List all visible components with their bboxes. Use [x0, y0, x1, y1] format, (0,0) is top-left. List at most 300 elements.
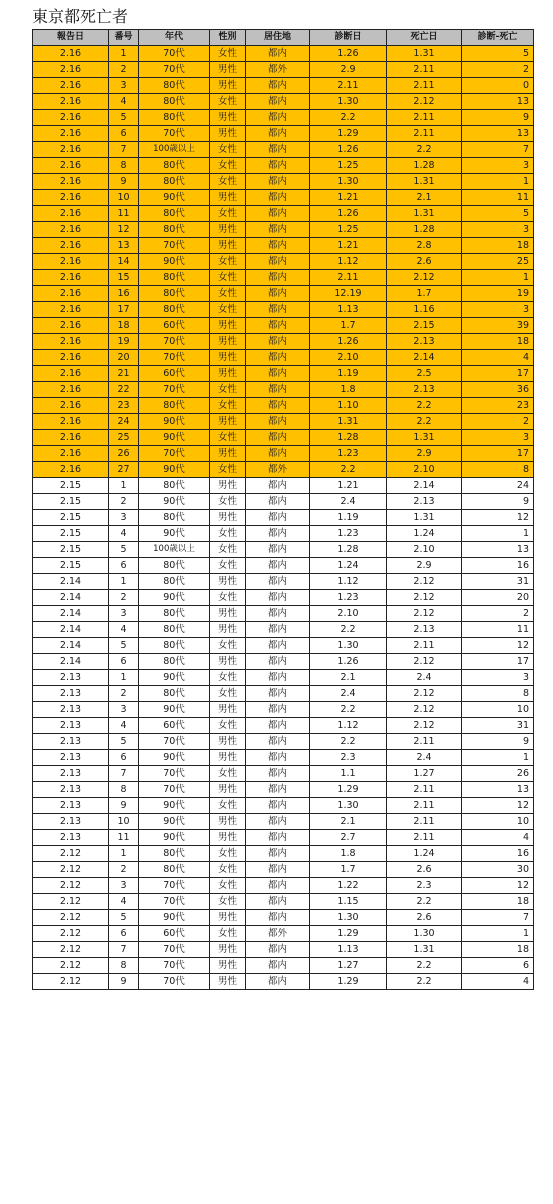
cell-days-diagnosis-to-death: 13: [462, 542, 534, 558]
cell-death-date: 2.11: [387, 782, 462, 798]
cell-age: 80代: [139, 862, 210, 878]
cell-residence: 都内: [246, 494, 310, 510]
cell-age: 80代: [139, 174, 210, 190]
cell-sex: 女性: [210, 398, 246, 414]
cell-diagnosis-date: 1.7: [310, 862, 387, 878]
col-header-days-diagnosis-to-death: 診断-死亡: [462, 30, 534, 46]
cell-number: 9: [109, 974, 139, 990]
cell-sex: 男性: [210, 958, 246, 974]
cell-diagnosis-date: 2.4: [310, 494, 387, 510]
cell-report-date: 2.13: [33, 670, 109, 686]
cell-report-date: 2.16: [33, 430, 109, 446]
cell-report-date: 2.16: [33, 334, 109, 350]
cell-days-diagnosis-to-death: 5: [462, 206, 534, 222]
cell-number: 26: [109, 446, 139, 462]
cell-death-date: 2.12: [387, 590, 462, 606]
cell-report-date: 2.13: [33, 830, 109, 846]
cell-sex: 男性: [210, 414, 246, 430]
cell-age: 90代: [139, 590, 210, 606]
cell-sex: 女性: [210, 894, 246, 910]
cell-number: 5: [109, 910, 139, 926]
cell-age: 80代: [139, 622, 210, 638]
table-row: [33, 942, 534, 958]
cell-diagnosis-date: 12.19: [310, 286, 387, 302]
col-header-diagnosis-date: 診断日: [310, 30, 387, 46]
cell-death-date: 2.12: [387, 94, 462, 110]
cell-age: 90代: [139, 190, 210, 206]
cell-age: 70代: [139, 334, 210, 350]
cell-report-date: 2.12: [33, 942, 109, 958]
cell-age: 70代: [139, 238, 210, 254]
cell-diagnosis-date: 1.30: [310, 94, 387, 110]
cell-number: 4: [109, 526, 139, 542]
cell-days-diagnosis-to-death: 9: [462, 494, 534, 510]
cell-death-date: 1.28: [387, 222, 462, 238]
cell-number: 5: [109, 638, 139, 654]
cell-residence: 都内: [246, 334, 310, 350]
cell-diagnosis-date: 1.30: [310, 638, 387, 654]
cell-number: 16: [109, 286, 139, 302]
cell-days-diagnosis-to-death: 3: [462, 430, 534, 446]
cell-days-diagnosis-to-death: 3: [462, 670, 534, 686]
cell-days-diagnosis-to-death: 9: [462, 734, 534, 750]
cell-death-date: 1.16: [387, 302, 462, 318]
cell-diagnosis-date: 2.11: [310, 270, 387, 286]
cell-report-date: 2.16: [33, 158, 109, 174]
cell-diagnosis-date: 1.23: [310, 446, 387, 462]
cell-sex: 男性: [210, 510, 246, 526]
cell-residence: 都内: [246, 814, 310, 830]
table-row: [33, 238, 534, 254]
cell-number: 6: [109, 926, 139, 942]
cell-death-date: 2.11: [387, 638, 462, 654]
cell-age: 90代: [139, 702, 210, 718]
cell-diagnosis-date: 1.29: [310, 782, 387, 798]
cell-days-diagnosis-to-death: 25: [462, 254, 534, 270]
cell-report-date: 2.15: [33, 494, 109, 510]
cell-days-diagnosis-to-death: 1: [462, 526, 534, 542]
cell-report-date: 2.16: [33, 190, 109, 206]
cell-days-diagnosis-to-death: 2: [462, 606, 534, 622]
cell-report-date: 2.16: [33, 446, 109, 462]
cell-report-date: 2.16: [33, 62, 109, 78]
cell-report-date: 2.15: [33, 542, 109, 558]
cell-number: 2: [109, 862, 139, 878]
cell-report-date: 2.14: [33, 606, 109, 622]
cell-death-date: 2.4: [387, 670, 462, 686]
cell-days-diagnosis-to-death: 12: [462, 878, 534, 894]
cell-residence: 都外: [246, 62, 310, 78]
cell-days-diagnosis-to-death: 26: [462, 766, 534, 782]
cell-diagnosis-date: 2.10: [310, 606, 387, 622]
cell-age: 70代: [139, 126, 210, 142]
cell-sex: 女性: [210, 766, 246, 782]
cell-residence: 都内: [246, 350, 310, 366]
cell-days-diagnosis-to-death: 11: [462, 190, 534, 206]
cell-residence: 都内: [246, 638, 310, 654]
cell-report-date: 2.12: [33, 926, 109, 942]
cell-age: 80代: [139, 574, 210, 590]
cell-diagnosis-date: 2.10: [310, 350, 387, 366]
cell-death-date: 2.11: [387, 78, 462, 94]
cell-residence: 都内: [246, 398, 310, 414]
cell-diagnosis-date: 1.23: [310, 590, 387, 606]
cell-age: 70代: [139, 958, 210, 974]
cell-number: 6: [109, 750, 139, 766]
cell-age: 70代: [139, 766, 210, 782]
table-row: [33, 558, 534, 574]
cell-days-diagnosis-to-death: 23: [462, 398, 534, 414]
cell-sex: 男性: [210, 238, 246, 254]
cell-report-date: 2.16: [33, 414, 109, 430]
cell-residence: 都内: [246, 750, 310, 766]
table-row: [33, 734, 534, 750]
cell-diagnosis-date: 2.11: [310, 78, 387, 94]
table-row: [33, 350, 534, 366]
cell-residence: 都内: [246, 430, 310, 446]
cell-diagnosis-date: 1.22: [310, 878, 387, 894]
cell-sex: 女性: [210, 46, 246, 62]
cell-diagnosis-date: 1.8: [310, 846, 387, 862]
cell-report-date: 2.13: [33, 750, 109, 766]
cell-death-date: 2.11: [387, 830, 462, 846]
cell-death-date: 1.31: [387, 46, 462, 62]
cell-age: 90代: [139, 750, 210, 766]
cell-age: 80代: [139, 606, 210, 622]
cell-death-date: 1.31: [387, 174, 462, 190]
cell-report-date: 2.16: [33, 238, 109, 254]
table-row: [33, 142, 534, 158]
table-body: [33, 46, 534, 990]
cell-diagnosis-date: 1.30: [310, 174, 387, 190]
cell-death-date: 2.2: [387, 958, 462, 974]
cell-residence: 都内: [246, 574, 310, 590]
cell-days-diagnosis-to-death: 1: [462, 174, 534, 190]
cell-days-diagnosis-to-death: 3: [462, 158, 534, 174]
cell-days-diagnosis-to-death: 10: [462, 814, 534, 830]
cell-diagnosis-date: 1.26: [310, 46, 387, 62]
table-row: [33, 46, 534, 62]
cell-age: 80代: [139, 94, 210, 110]
cell-residence: 都内: [246, 206, 310, 222]
cell-residence: 都内: [246, 174, 310, 190]
cell-days-diagnosis-to-death: 18: [462, 894, 534, 910]
cell-report-date: 2.16: [33, 318, 109, 334]
cell-number: 5: [109, 542, 139, 558]
table-row: [33, 878, 534, 894]
cell-death-date: 1.7: [387, 286, 462, 302]
cell-sex: 女性: [210, 158, 246, 174]
cell-death-date: 2.13: [387, 494, 462, 510]
cell-number: 19: [109, 334, 139, 350]
cell-age: 80代: [139, 302, 210, 318]
cell-days-diagnosis-to-death: 2: [462, 414, 534, 430]
cell-days-diagnosis-to-death: 9: [462, 110, 534, 126]
cell-sex: 女性: [210, 846, 246, 862]
deaths-table: [32, 29, 534, 990]
cell-residence: 都内: [246, 94, 310, 110]
cell-residence: 都内: [246, 142, 310, 158]
cell-age: 70代: [139, 734, 210, 750]
table-row: [33, 798, 534, 814]
cell-residence: 都内: [246, 798, 310, 814]
cell-diagnosis-date: 2.3: [310, 750, 387, 766]
cell-sex: 男性: [210, 446, 246, 462]
cell-number: 11: [109, 206, 139, 222]
cell-days-diagnosis-to-death: 4: [462, 974, 534, 990]
cell-number: 13: [109, 238, 139, 254]
cell-death-date: 2.1: [387, 190, 462, 206]
cell-report-date: 2.13: [33, 782, 109, 798]
cell-diagnosis-date: 2.1: [310, 670, 387, 686]
cell-number: 4: [109, 94, 139, 110]
cell-death-date: 2.10: [387, 462, 462, 478]
cell-number: 1: [109, 846, 139, 862]
table-row: [33, 766, 534, 782]
cell-residence: 都外: [246, 926, 310, 942]
cell-diagnosis-date: 2.7: [310, 830, 387, 846]
cell-sex: 女性: [210, 270, 246, 286]
cell-sex: 女性: [210, 878, 246, 894]
cell-days-diagnosis-to-death: 4: [462, 830, 534, 846]
table-row: [33, 718, 534, 734]
table-row: [33, 510, 534, 526]
cell-sex: 女性: [210, 142, 246, 158]
cell-sex: 女性: [210, 286, 246, 302]
cell-diagnosis-date: 1.23: [310, 526, 387, 542]
cell-death-date: 1.31: [387, 942, 462, 958]
cell-sex: 女性: [210, 206, 246, 222]
table-row: [33, 542, 534, 558]
cell-residence: 都内: [246, 510, 310, 526]
cell-residence: 都内: [246, 110, 310, 126]
cell-number: 1: [109, 574, 139, 590]
cell-age: 70代: [139, 382, 210, 398]
cell-diagnosis-date: 2.1: [310, 814, 387, 830]
cell-age: 80代: [139, 78, 210, 94]
cell-sex: 男性: [210, 110, 246, 126]
cell-death-date: 2.13: [387, 622, 462, 638]
table-row: [33, 830, 534, 846]
cell-report-date: 2.15: [33, 558, 109, 574]
table-row: [33, 958, 534, 974]
cell-death-date: 2.2: [387, 414, 462, 430]
cell-age: 90代: [139, 830, 210, 846]
cell-sex: 男性: [210, 62, 246, 78]
cell-diagnosis-date: 2.2: [310, 622, 387, 638]
table-row: [33, 926, 534, 942]
cell-death-date: 2.6: [387, 910, 462, 926]
table-row: [33, 846, 534, 862]
cell-age: 90代: [139, 254, 210, 270]
cell-death-date: 2.11: [387, 62, 462, 78]
cell-days-diagnosis-to-death: 3: [462, 302, 534, 318]
cell-residence: 都内: [246, 910, 310, 926]
cell-diagnosis-date: 1.12: [310, 718, 387, 734]
cell-days-diagnosis-to-death: 13: [462, 126, 534, 142]
cell-death-date: 2.13: [387, 334, 462, 350]
cell-age: 90代: [139, 526, 210, 542]
col-header-death-date: 死亡日: [387, 30, 462, 46]
cell-death-date: 2.12: [387, 702, 462, 718]
col-header-sex: 性別: [210, 30, 246, 46]
cell-residence: 都内: [246, 718, 310, 734]
cell-diagnosis-date: 1.28: [310, 542, 387, 558]
cell-diagnosis-date: 1.25: [310, 222, 387, 238]
cell-diagnosis-date: 1.8: [310, 382, 387, 398]
cell-age: 80代: [139, 510, 210, 526]
cell-death-date: 2.13: [387, 382, 462, 398]
cell-age: 80代: [139, 206, 210, 222]
cell-death-date: 2.11: [387, 126, 462, 142]
cell-sex: 男性: [210, 750, 246, 766]
cell-number: 2: [109, 590, 139, 606]
cell-residence: 都内: [246, 558, 310, 574]
cell-number: 5: [109, 110, 139, 126]
cell-report-date: 2.16: [33, 126, 109, 142]
cell-sex: 男性: [210, 814, 246, 830]
cell-residence: 都内: [246, 702, 310, 718]
cell-sex: 男性: [210, 334, 246, 350]
cell-sex: 女性: [210, 494, 246, 510]
cell-death-date: 2.4: [387, 750, 462, 766]
cell-sex: 男性: [210, 126, 246, 142]
cell-age: 100歳以上: [139, 542, 210, 558]
cell-sex: 女性: [210, 526, 246, 542]
cell-number: 3: [109, 606, 139, 622]
cell-days-diagnosis-to-death: 24: [462, 478, 534, 494]
table-row: [33, 206, 534, 222]
cell-residence: 都内: [246, 686, 310, 702]
cell-days-diagnosis-to-death: 3: [462, 222, 534, 238]
cell-sex: 男性: [210, 350, 246, 366]
cell-age: 90代: [139, 814, 210, 830]
cell-days-diagnosis-to-death: 16: [462, 558, 534, 574]
cell-number: 24: [109, 414, 139, 430]
cell-diagnosis-date: 1.7: [310, 318, 387, 334]
cell-residence: 都内: [246, 734, 310, 750]
col-header-age: 年代: [139, 30, 210, 46]
table-row: [33, 462, 534, 478]
cell-days-diagnosis-to-death: 1: [462, 750, 534, 766]
cell-number: 12: [109, 222, 139, 238]
cell-death-date: 2.6: [387, 254, 462, 270]
cell-report-date: 2.16: [33, 462, 109, 478]
cell-residence: 都内: [246, 302, 310, 318]
cell-sex: 女性: [210, 718, 246, 734]
cell-residence: 都内: [246, 782, 310, 798]
cell-diagnosis-date: 1.25: [310, 158, 387, 174]
cell-residence: 都内: [246, 238, 310, 254]
table-row: [33, 590, 534, 606]
cell-sex: 女性: [210, 686, 246, 702]
cell-report-date: 2.16: [33, 174, 109, 190]
cell-number: 3: [109, 510, 139, 526]
cell-diagnosis-date: 1.10: [310, 398, 387, 414]
cell-residence: 都内: [246, 318, 310, 334]
cell-report-date: 2.14: [33, 654, 109, 670]
cell-sex: 男性: [210, 830, 246, 846]
table-row: [33, 750, 534, 766]
cell-number: 22: [109, 382, 139, 398]
cell-days-diagnosis-to-death: 1: [462, 926, 534, 942]
cell-number: 1: [109, 670, 139, 686]
cell-age: 70代: [139, 974, 210, 990]
col-header-residence: 居住地: [246, 30, 310, 46]
cell-age: 80代: [139, 846, 210, 862]
cell-number: 6: [109, 654, 139, 670]
cell-residence: 都外: [246, 462, 310, 478]
cell-report-date: 2.14: [33, 590, 109, 606]
cell-report-date: 2.16: [33, 46, 109, 62]
table-row: [33, 254, 534, 270]
table-row: [33, 814, 534, 830]
cell-days-diagnosis-to-death: 8: [462, 686, 534, 702]
cell-diagnosis-date: 1.26: [310, 206, 387, 222]
cell-death-date: 2.2: [387, 398, 462, 414]
cell-sex: 男性: [210, 974, 246, 990]
table-row: [33, 974, 534, 990]
cell-death-date: 2.12: [387, 686, 462, 702]
table-row: [33, 574, 534, 590]
cell-diagnosis-date: 1.12: [310, 574, 387, 590]
cell-sex: 女性: [210, 638, 246, 654]
cell-residence: 都内: [246, 286, 310, 302]
cell-residence: 都内: [246, 974, 310, 990]
cell-diagnosis-date: 1.28: [310, 430, 387, 446]
cell-number: 21: [109, 366, 139, 382]
cell-death-date: 2.9: [387, 446, 462, 462]
cell-residence: 都内: [246, 526, 310, 542]
cell-number: 18: [109, 318, 139, 334]
cell-number: 2: [109, 62, 139, 78]
cell-age: 90代: [139, 910, 210, 926]
cell-sex: 男性: [210, 622, 246, 638]
cell-number: 10: [109, 814, 139, 830]
table-row: [33, 334, 534, 350]
page-title: 東京都死亡者: [32, 7, 129, 26]
cell-death-date: 1.27: [387, 766, 462, 782]
cell-sex: 女性: [210, 590, 246, 606]
table-row: [33, 622, 534, 638]
table-row: [33, 478, 534, 494]
table-row: [33, 366, 534, 382]
cell-number: 9: [109, 798, 139, 814]
cell-days-diagnosis-to-death: 18: [462, 334, 534, 350]
cell-death-date: 1.31: [387, 510, 462, 526]
cell-age: 70代: [139, 46, 210, 62]
table-row: [33, 318, 534, 334]
cell-report-date: 2.13: [33, 814, 109, 830]
cell-death-date: 2.2: [387, 894, 462, 910]
cell-days-diagnosis-to-death: 18: [462, 238, 534, 254]
cell-number: 7: [109, 942, 139, 958]
cell-age: 60代: [139, 318, 210, 334]
cell-death-date: 2.11: [387, 110, 462, 126]
cell-age: 70代: [139, 942, 210, 958]
cell-report-date: 2.13: [33, 702, 109, 718]
cell-days-diagnosis-to-death: 31: [462, 574, 534, 590]
cell-report-date: 2.15: [33, 526, 109, 542]
cell-age: 70代: [139, 782, 210, 798]
cell-report-date: 2.12: [33, 958, 109, 974]
cell-days-diagnosis-to-death: 17: [462, 446, 534, 462]
cell-age: 70代: [139, 62, 210, 78]
cell-report-date: 2.16: [33, 398, 109, 414]
cell-days-diagnosis-to-death: 4: [462, 350, 534, 366]
cell-report-date: 2.16: [33, 350, 109, 366]
table-row: [33, 414, 534, 430]
